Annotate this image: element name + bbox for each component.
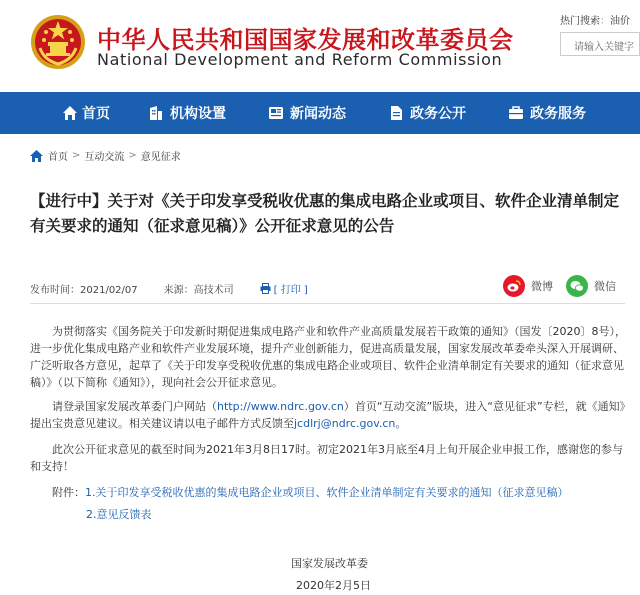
printer-icon bbox=[260, 283, 271, 294]
hot-search-term[interactable]: 油价 bbox=[610, 16, 630, 27]
share-wechat[interactable] bbox=[566, 275, 616, 297]
article-paragraph-1: 为贯彻落实《国务院关于印发新时期促进集成电路产业和软件产业高质量发展若干政策的通知》（国发〔2020〕8号），进一步优化集成电路产业和软件产业发展环境，提升产业创新能力，促进高质量发展，国家发展改革委牵头深入开展调研、广泛听取各方意见，起草了《关于印发享受税收优惠的集成电路企业或项目、软件企业清单制定有关要求的通知（征求意见稿）》（以下简称《通知》），现向社会公开征求意见。 bbox=[30, 325, 626, 389]
feedback-email-link[interactable]: jcdlrj@ndrc.gov.cn bbox=[294, 417, 396, 430]
para2-text-b: ）首页“互动交流”版块，进入“意见征求”专栏，就《通知》提出宝贵意见建议。相关建议请以电子邮件方式反馈至 bbox=[30, 400, 626, 430]
publish-time: 发布时间：2021/02/07 bbox=[30, 285, 138, 296]
nav-item-label: 机构设置 bbox=[170, 106, 226, 122]
print-button[interactable] bbox=[260, 281, 334, 296]
attachment-2 bbox=[86, 506, 152, 522]
service-icon bbox=[508, 105, 524, 121]
attachment-2-link[interactable]: 2.意见反馈表 bbox=[86, 508, 152, 521]
weibo-icon bbox=[503, 275, 525, 297]
breadcrumb-sep: > bbox=[128, 150, 137, 161]
national-emblem-icon[interactable] bbox=[30, 14, 86, 70]
building-icon bbox=[148, 105, 164, 121]
nav-item-news[interactable] bbox=[230, 92, 350, 134]
search-input[interactable]: 请输入关键字 bbox=[560, 32, 640, 56]
site-title-cn: 中华人民共和国国家发展和改革委员会 bbox=[97, 26, 514, 54]
article-title: 【进行中】关于对《关于印发享受税收优惠的集成电路企业或项目、软件企业清单制定有关要求的通知（征求意见稿）》公开征求意见的公告 bbox=[30, 192, 620, 235]
nav-item-organization[interactable] bbox=[110, 92, 230, 134]
home-icon bbox=[62, 105, 78, 121]
nav-item-label: 新闻动态 bbox=[290, 106, 346, 122]
wechat-icon bbox=[566, 275, 588, 297]
main-nav bbox=[0, 92, 640, 134]
para2-text-c: 。 bbox=[395, 417, 407, 430]
breadcrumb-home[interactable]: 首页 bbox=[48, 152, 68, 163]
attachment-1-link[interactable]: 1.关于印发享受税收优惠的集成电路企业或项目、软件企业清单制定有关要求的通知（征求意见稿） bbox=[85, 486, 569, 499]
breadcrumb-interaction[interactable]: 互动交流 bbox=[84, 152, 125, 163]
para2-text-a: 请登录国家发展改革委门户网站（ bbox=[52, 400, 217, 413]
share-weibo-label: 微博 bbox=[531, 280, 553, 293]
signature-org: 国家发展改革委 bbox=[291, 557, 368, 570]
ndrc-website-link[interactable]: http://www.ndrc.gov.cn bbox=[217, 400, 344, 413]
nav-item-label: 政务服务 bbox=[530, 106, 586, 122]
breadcrumb-consultation[interactable]: 意见征求 bbox=[140, 152, 181, 163]
document-icon bbox=[388, 105, 404, 121]
breadcrumb-home-icon bbox=[30, 150, 43, 162]
meta-divider bbox=[30, 303, 625, 304]
share-wechat-label: 微信 bbox=[594, 280, 616, 293]
attachment-label: 附件： bbox=[52, 486, 85, 499]
article-meta bbox=[30, 281, 334, 296]
hot-search-label: 热门搜索 bbox=[560, 16, 600, 27]
nav-item-gov-services[interactable] bbox=[470, 92, 590, 134]
article-source: 来源：高技术司 bbox=[163, 285, 234, 296]
article-paragraph-2 bbox=[30, 398, 630, 432]
signature-date: 2020年2月5日 bbox=[296, 579, 371, 592]
hot-search-sep: ： bbox=[600, 16, 610, 27]
nav-item-gov-affairs[interactable] bbox=[350, 92, 470, 134]
article-paragraph-3: 此次公开征求意见的截至时间为2021年3月8日17时。初定2021年3月底至4月上旬开展企业申报工作，感谢您的参与和支持！ bbox=[30, 443, 623, 473]
breadcrumb-sep: > bbox=[72, 150, 81, 161]
nav-item-home[interactable] bbox=[0, 92, 110, 134]
nav-item-label: 首页 bbox=[82, 106, 110, 122]
print-label: [ 打印 ] bbox=[273, 285, 308, 296]
share-weibo[interactable] bbox=[503, 275, 553, 297]
site-title-en: National Development and Reform Commission bbox=[97, 50, 503, 69]
site-header bbox=[0, 0, 640, 92]
hot-search bbox=[560, 12, 630, 27]
nav-item-label: 政务公开 bbox=[410, 106, 466, 122]
breadcrumb bbox=[30, 148, 181, 163]
attachment-1 bbox=[52, 484, 569, 500]
news-icon bbox=[268, 105, 284, 121]
